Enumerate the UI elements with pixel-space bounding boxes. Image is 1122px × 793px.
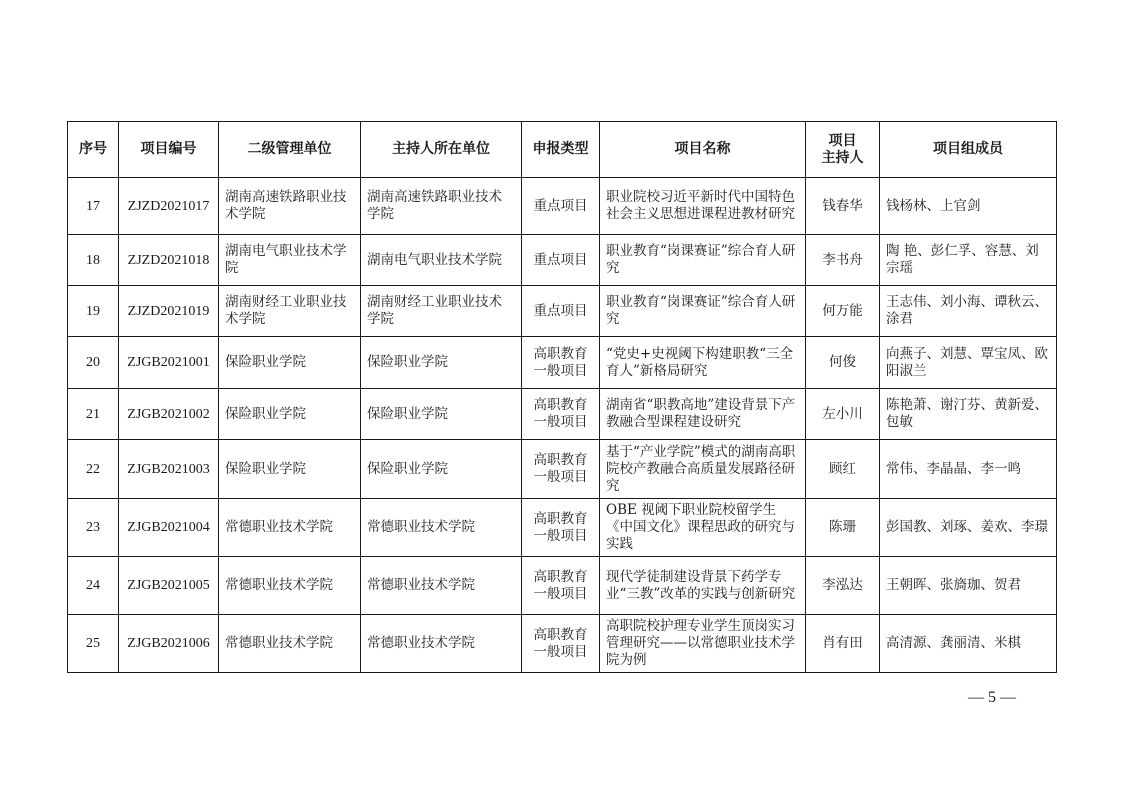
row-code: ZJZD2021017 bbox=[119, 178, 219, 235]
row-leader: 肖有田 bbox=[806, 615, 880, 673]
row-members: 彭国教、刘琢、姜欢、李璟 bbox=[880, 499, 1057, 557]
row-leader: 何万能 bbox=[806, 286, 880, 337]
row-host-unit: 湖南电气职业技术学院 bbox=[361, 235, 522, 286]
row-members: 高清源、龚丽清、米棋 bbox=[880, 615, 1057, 673]
row-no: 18 bbox=[68, 235, 119, 286]
row-no: 22 bbox=[68, 440, 119, 499]
row-code: ZJGB2021005 bbox=[119, 557, 219, 615]
project-table-container bbox=[67, 121, 1057, 673]
row-project-name: “党史+史视阈下构建职教“三全育人”新格局研究 bbox=[600, 337, 806, 389]
table-row bbox=[68, 499, 1057, 557]
row-project-name: 职业教育“岗课赛证”综合育人研究 bbox=[600, 286, 806, 337]
row-code: ZJGB2021006 bbox=[119, 615, 219, 673]
header-members: 项目组成员 bbox=[880, 122, 1057, 178]
page-number: — 5 — bbox=[968, 689, 1016, 706]
row-members: 陶 艳、彭仁孚、容慧、刘宗瑶 bbox=[880, 235, 1057, 286]
header-code: 项目编号 bbox=[119, 122, 219, 178]
row-type: 重点项目 bbox=[522, 178, 600, 235]
row-project-name: OBE 视阈下职业院校留学生《中国文化》课程思政的研究与实践 bbox=[600, 499, 806, 557]
row-no: 25 bbox=[68, 615, 119, 673]
row-no: 24 bbox=[68, 557, 119, 615]
row-members: 王志伟、刘小海、谭秋云、涂君 bbox=[880, 286, 1057, 337]
row-type: 高职教育一般项目 bbox=[522, 499, 600, 557]
row-unit: 湖南高速铁路职业技术学院 bbox=[219, 178, 361, 235]
row-project-name: 职业院校习近平新时代中国特色社会主义思想进课程进教材研究 bbox=[600, 178, 806, 235]
table-row bbox=[68, 557, 1057, 615]
row-host-unit: 常德职业技术学院 bbox=[361, 557, 522, 615]
row-leader: 顾红 bbox=[806, 440, 880, 499]
row-unit: 保险职业学院 bbox=[219, 337, 361, 389]
row-type: 高职教育一般项目 bbox=[522, 440, 600, 499]
row-project-name: 高职院校护理专业学生顶岗实习管理研究——以常德职业技术学院为例 bbox=[600, 615, 806, 673]
row-members: 常伟、李晶晶、李一鸣 bbox=[880, 440, 1057, 499]
table-row bbox=[68, 286, 1057, 337]
row-type: 重点项目 bbox=[522, 286, 600, 337]
row-code: ZJGB2021002 bbox=[119, 389, 219, 440]
row-members: 陈艳萧、谢汀芬、黄新爱、包敏 bbox=[880, 389, 1057, 440]
row-project-name: 基于“产业学院”模式的湖南高职院校产教融合高质量发展路径研究 bbox=[600, 440, 806, 499]
row-host-unit: 湖南财经工业职业技术学院 bbox=[361, 286, 522, 337]
row-code: ZJZD2021018 bbox=[119, 235, 219, 286]
table-row bbox=[68, 178, 1057, 235]
row-leader: 李书舟 bbox=[806, 235, 880, 286]
row-project-name: 职业教育“岗课赛证”综合育人研究 bbox=[600, 235, 806, 286]
table-row bbox=[68, 235, 1057, 286]
row-unit: 保险职业学院 bbox=[219, 389, 361, 440]
row-type: 高职教育一般项目 bbox=[522, 557, 600, 615]
header-host-unit: 主持人所在单位 bbox=[361, 122, 522, 178]
row-type: 重点项目 bbox=[522, 235, 600, 286]
header-name: 项目名称 bbox=[600, 122, 806, 178]
header-no: 序号 bbox=[68, 122, 119, 178]
row-code: ZJGB2021001 bbox=[119, 337, 219, 389]
table-row bbox=[68, 337, 1057, 389]
row-host-unit: 保险职业学院 bbox=[361, 337, 522, 389]
row-no: 21 bbox=[68, 389, 119, 440]
table-header-row bbox=[68, 122, 1057, 178]
row-type: 高职教育一般项目 bbox=[522, 337, 600, 389]
row-leader: 陈珊 bbox=[806, 499, 880, 557]
row-type: 高职教育一般项目 bbox=[522, 615, 600, 673]
row-no: 17 bbox=[68, 178, 119, 235]
row-unit: 湖南财经工业职业技术学院 bbox=[219, 286, 361, 337]
row-project-name: 湖南省“职教高地”建设背景下产教融合型课程建设研究 bbox=[600, 389, 806, 440]
row-host-unit: 常德职业技术学院 bbox=[361, 499, 522, 557]
project-table bbox=[67, 121, 1057, 673]
row-host-unit: 常德职业技术学院 bbox=[361, 615, 522, 673]
row-leader: 钱春华 bbox=[806, 178, 880, 235]
row-host-unit: 保险职业学院 bbox=[361, 440, 522, 499]
row-host-unit: 保险职业学院 bbox=[361, 389, 522, 440]
table-row bbox=[68, 440, 1057, 499]
row-unit: 保险职业学院 bbox=[219, 440, 361, 499]
row-leader: 何俊 bbox=[806, 337, 880, 389]
row-unit: 常德职业技术学院 bbox=[219, 557, 361, 615]
row-code: ZJZD2021019 bbox=[119, 286, 219, 337]
row-members: 向燕子、刘慧、覃宝凤、欧阳淑兰 bbox=[880, 337, 1057, 389]
table-row bbox=[68, 389, 1057, 440]
header-leader: 项目 主持人 bbox=[806, 122, 880, 178]
row-code: ZJGB2021004 bbox=[119, 499, 219, 557]
row-members: 王朝晖、张旖珈、贺君 bbox=[880, 557, 1057, 615]
row-leader: 左小川 bbox=[806, 389, 880, 440]
row-unit: 湖南电气职业技术学院 bbox=[219, 235, 361, 286]
row-host-unit: 湖南高速铁路职业技术学院 bbox=[361, 178, 522, 235]
row-project-name: 现代学徒制建设背景下药学专业“三教”改革的实践与创新研究 bbox=[600, 557, 806, 615]
row-unit: 常德职业技术学院 bbox=[219, 499, 361, 557]
row-no: 19 bbox=[68, 286, 119, 337]
header-unit: 二级管理单位 bbox=[219, 122, 361, 178]
row-members: 钱杨林、上官剑 bbox=[880, 178, 1057, 235]
header-type: 申报类型 bbox=[522, 122, 600, 178]
row-unit: 常德职业技术学院 bbox=[219, 615, 361, 673]
row-code: ZJGB2021003 bbox=[119, 440, 219, 499]
table-row bbox=[68, 615, 1057, 673]
row-no: 23 bbox=[68, 499, 119, 557]
row-no: 20 bbox=[68, 337, 119, 389]
row-type: 高职教育一般项目 bbox=[522, 389, 600, 440]
row-leader: 李泓达 bbox=[806, 557, 880, 615]
